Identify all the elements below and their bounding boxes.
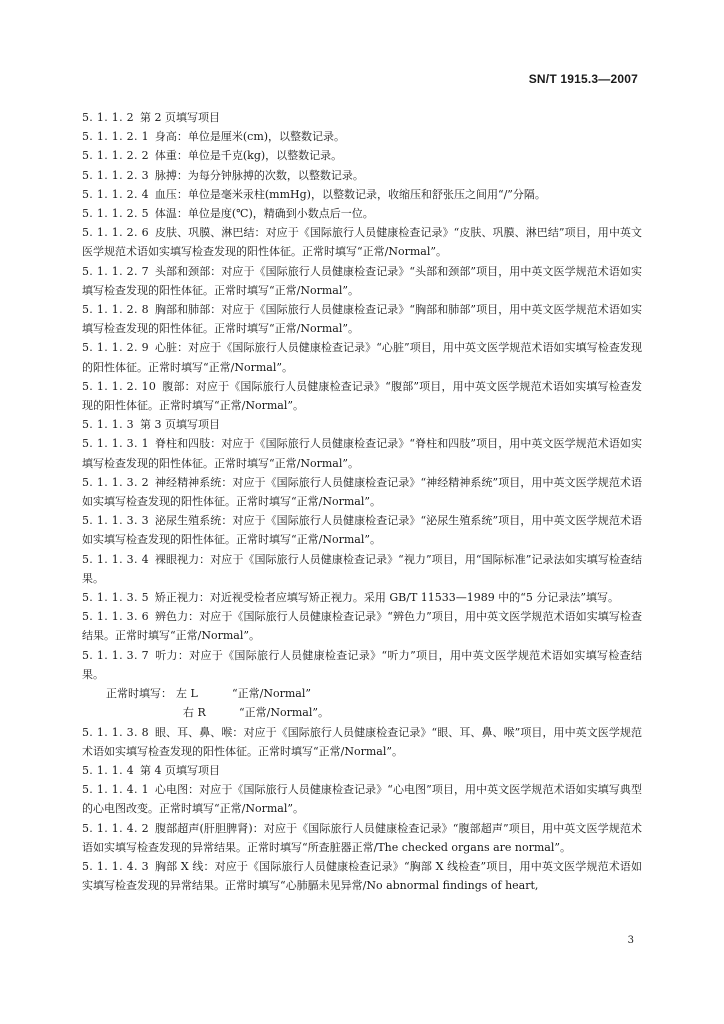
clause-text: 脉搏：为每分钟脉搏的次数，以整数记录。	[154, 168, 364, 182]
clause-number: 5. 1. 1. 2. 8	[82, 303, 149, 317]
clause-text: 第 2 页填写项目	[139, 111, 220, 124]
clause-number: 5. 1. 1. 3. 6	[82, 610, 149, 624]
clause-5-1-1-4-3	[82, 857, 642, 895]
hearing-label: 正常时填写：	[106, 687, 172, 701]
clause-number: 5. 1. 1. 3. 8	[82, 725, 149, 739]
clause-5-1-1-2-2	[82, 146, 642, 165]
clause-text: 腹部超声(肝胆脾肾)：对应于《国际旅行人员健康检查记录》“腹部超声”项目，用中英文医学规范术语如实填写检查发现的异常结果。正常时填写“所查脏器正常/The checked organs are normal”。	[82, 821, 642, 854]
clause-text: 腹部：对应于《国际旅行人员健康检查记录》“腹部”项目，用中英文医学规范术语如实填写检查发现的阳性体征。正常时填写“正常/Normal”。	[82, 379, 642, 413]
clause-text: 皮肤、巩膜、淋巴结：对应于《国际旅行人员健康检查记录》“皮肤、巩膜、淋巴结”项目，用中英文医学规范术语如实填写检查发现的阳性体征。正常时填写“正常/Normal”。	[82, 226, 642, 259]
hearing-left-line	[82, 684, 642, 703]
clause-5-1-1-2-7	[82, 262, 642, 300]
right-ear-value: “正常/Normal”。	[239, 706, 329, 720]
clause-text: 眼、耳、鼻、喉：对应于《国际旅行人员健康检查记录》“眼、耳、鼻、喉”项目，用中英文医学规范术语如实填写检查发现的阳性体征。正常时填写“正常/Normal”。	[82, 725, 642, 758]
clause-text: 心电图：对应于《国际旅行人员健康检查记录》“心电图”项目，用中英文医学规范术语如实填写典型的心电图改变。正常时填写“正常/Normal”。	[82, 783, 642, 816]
clause-text: 心脏：对应于《国际旅行人员健康检查记录》“心脏”项目，用中英文医学规范术语如实填写检查发现的阳性体征。正常时填写“正常/Normal”。	[82, 341, 642, 374]
clause-number: 5. 1. 1. 3	[82, 418, 134, 432]
clause-number: 5. 1. 1. 2. 1	[82, 130, 149, 144]
clause-number: 5. 1. 1. 2. 10	[82, 379, 157, 393]
left-ear-label: 左 L	[176, 687, 198, 701]
clause-5-1-1-2-6	[82, 223, 642, 261]
clause-text: 第 3 页填写项目	[139, 418, 220, 432]
clause-number: 5. 1. 1. 2. 4	[82, 187, 149, 201]
clause-number: 5. 1. 1. 3. 2	[82, 475, 149, 489]
clause-number: 5. 1. 1. 2. 3	[82, 168, 149, 182]
clause-number: 5. 1. 1. 2. 5	[82, 207, 149, 221]
clause-5-1-1-2	[82, 108, 642, 127]
clause-number: 5. 1. 1. 2	[82, 111, 134, 124]
clause-number: 5. 1. 1. 2. 6	[82, 226, 149, 240]
clause-5-1-1-2-10	[82, 377, 642, 415]
clause-text: 辨色力：对应于《国际旅行人员健康检查记录》“辨色力”项目，用中英文医学规范术语如实填写检查结果。正常时填写“正常/Normal”。	[82, 610, 642, 643]
clause-5-1-1-3-6	[82, 607, 642, 645]
hearing-right-line	[82, 703, 642, 722]
clause-5-1-1-4-2	[82, 819, 642, 857]
clause-5-1-1-2-9	[82, 338, 642, 376]
clause-5-1-1-3-7	[82, 646, 642, 684]
clause-number: 5. 1. 1. 4. 2	[82, 821, 149, 835]
clause-text: 第 4 页填写项目	[139, 763, 220, 777]
clause-text: 体重：单位是千克(kg)，以整数记录。	[154, 149, 343, 163]
clause-number: 5. 1. 1. 4. 3	[82, 859, 149, 873]
clause-5-1-1-3-4	[82, 550, 642, 588]
clause-text: 血压：单位是毫米汞柱(mmHg)，以整数记录，收缩压和舒张压之间用“/”分隔。	[154, 187, 546, 201]
clause-number: 5. 1. 1. 3. 4	[82, 552, 149, 566]
clause-5-1-1-2-8	[82, 300, 642, 338]
clause-5-1-1-3-8	[82, 723, 642, 761]
clause-5-1-1-3-2	[82, 473, 642, 511]
clause-text: 听力：对应于《国际旅行人员健康检查记录》“听力”项目，用中英文医学规范术语如实填写检查结果。	[82, 648, 642, 681]
clause-number: 5. 1. 1. 3. 5	[82, 591, 149, 605]
clause-5-1-1-4-1	[82, 780, 642, 818]
clause-text: 脊柱和四肢：对应于《国际旅行人员健康检查记录》“脊柱和四肢”项目，用中英文医学规范术语如实填写检查发现的阳性体征。正常时填写“正常/Normal”。	[82, 437, 642, 470]
clause-number: 5. 1. 1. 4	[82, 763, 134, 777]
clause-5-1-1-3	[82, 415, 642, 434]
clause-5-1-1-2-5	[82, 204, 642, 223]
page-number: 3	[627, 935, 634, 946]
left-ear-value: “正常/Normal”	[232, 687, 311, 701]
clause-5-1-1-2-4	[82, 185, 642, 204]
clause-5-1-1-2-3	[82, 166, 642, 185]
clause-5-1-1-4	[82, 761, 642, 780]
document-body	[82, 108, 642, 895]
clause-number: 5. 1. 1. 3. 7	[82, 648, 149, 662]
clause-5-1-1-3-3	[82, 511, 642, 549]
clause-text: 胸部和肺部：对应于《国际旅行人员健康检查记录》“胸部和肺部”项目，用中英文医学规范术语如实填写检查发现的阳性体征。正常时填写“正常/Normal”。	[82, 303, 642, 336]
clause-number: 5. 1. 1. 2. 2	[82, 149, 149, 163]
clause-text: 神经精神系统：对应于《国际旅行人员健康检查记录》“神经精神系统”项目，用中英文医学规范术语如实填写检查发现的阳性体征。正常时填写“正常/Normal”。	[82, 475, 642, 509]
clause-text: 头部和颈部：对应于《国际旅行人员健康检查记录》“头部和颈部”项目，用中英文医学规范术语如实填写检查发现的阳性体征。正常时填写“正常/Normal”。	[82, 264, 642, 297]
clause-5-1-1-2-1	[82, 127, 642, 146]
clause-text: 矫正视力：对近视受检者应填写矫正视力。采用 GB/T 11533—1989 中的“5 分记录法”填写。	[154, 591, 620, 605]
clause-text: 裸眼视力：对应于《国际旅行人员健康检查记录》“视力”项目，用“国际标准”记录法如实填写检查结果。	[82, 552, 642, 585]
right-ear-label: 右 R	[183, 706, 206, 720]
clause-text: 泌尿生殖系统：对应于《国际旅行人员健康检查记录》“泌尿生殖系统”项目，用中英文医学规范术语如实填写检查发现的阳性体征。正常时填写“正常/Normal”。	[82, 514, 642, 547]
clause-number: 5. 1. 1. 2. 7	[82, 264, 149, 278]
clause-5-1-1-3-1	[82, 434, 642, 472]
clause-text: 身高：单位是厘米(cm)，以整数记录。	[154, 130, 346, 144]
clause-text: 体温：单位是度(℃)，精确到小数点后一位。	[154, 207, 374, 221]
clause-number: 5. 1. 1. 2. 9	[82, 341, 149, 355]
clause-number: 5. 1. 1. 3. 3	[82, 514, 149, 528]
clause-5-1-1-3-5	[82, 588, 642, 607]
clause-text: 胸部 X 线：对应于《国际旅行人员健康检查记录》“胸部 X 线检查”项目，用中英文医学规范术语如实填写检查发现的异常结果。正常时填写“心肺膈未见异常/No abnormal findings of heart,	[82, 859, 642, 893]
clause-number: 5. 1. 1. 4. 1	[82, 783, 149, 797]
standard-code: SN/T 1915.3—2007	[528, 72, 638, 86]
clause-number: 5. 1. 1. 3. 1	[82, 437, 149, 451]
